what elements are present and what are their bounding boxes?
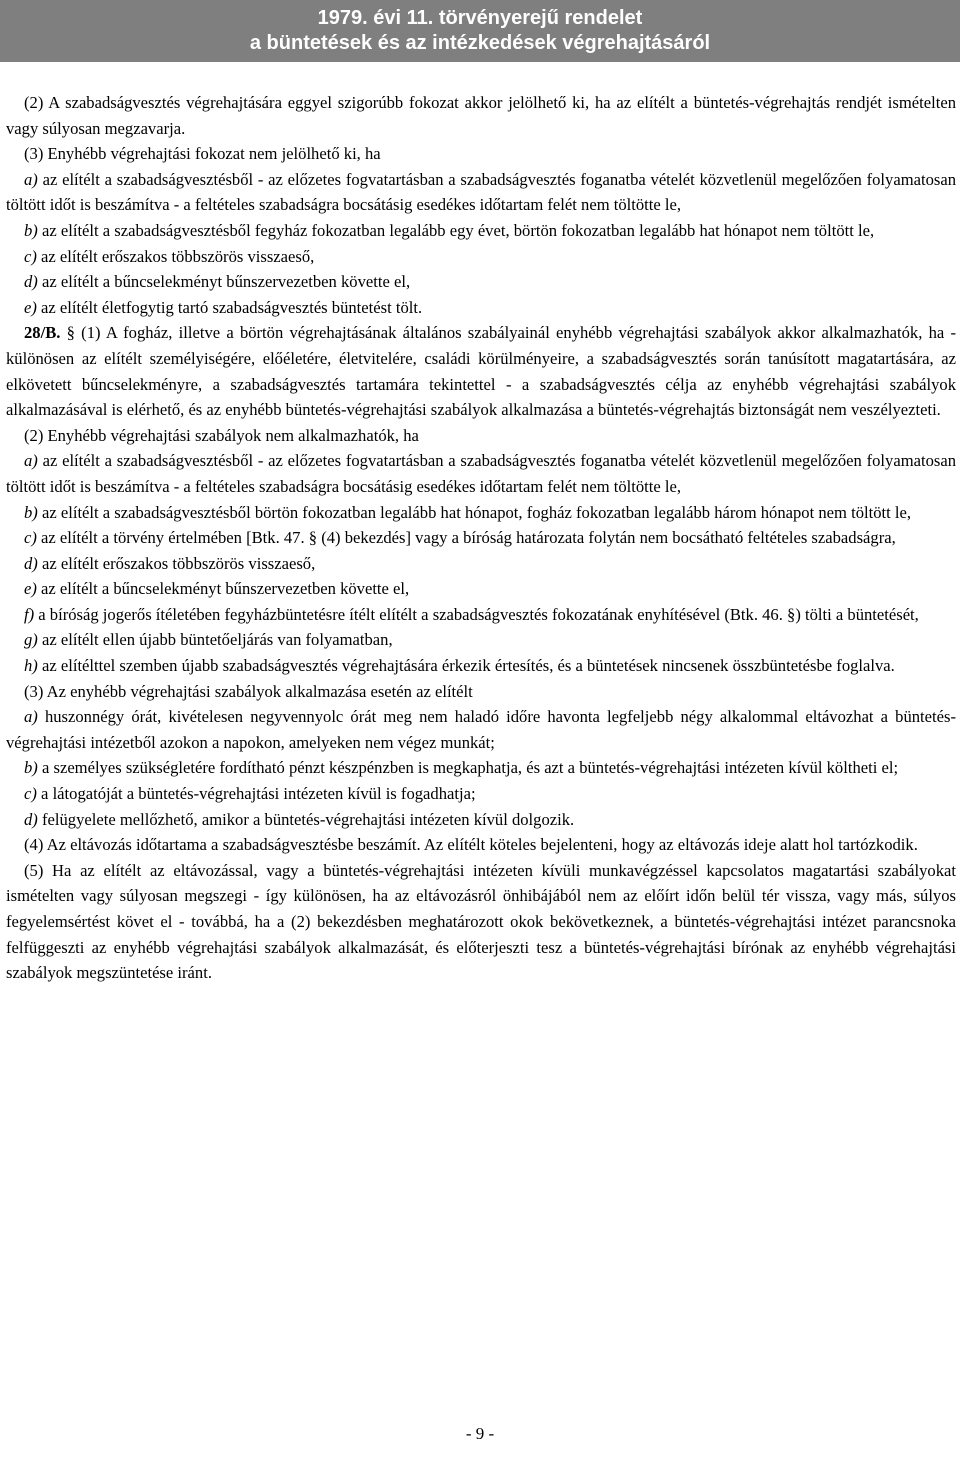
point-label: a)	[24, 169, 38, 189]
paragraph-text: az elítélt a bűncselekményt bűnszervezetben követte el,	[36, 579, 410, 599]
point-label: e)	[24, 579, 37, 599]
document-header	[0, 0, 960, 62]
paragraph-text: huszonnégy órát, kivételesen negyvennyolc órát meg nem haladó időre havonta legfeljebb négy alkalommal eltávozhat a büntetés-végrehajtási intézetből azokon a napokon, amelyeken nem végez munkát;	[6, 707, 956, 752]
paragraph	[6, 627, 956, 653]
paragraph	[6, 244, 956, 270]
point-label: a)	[24, 707, 38, 727]
paragraph	[6, 832, 956, 858]
point-label: a)	[24, 451, 38, 471]
point-label: e)	[24, 297, 37, 317]
page-number: - 9 -	[465, 1424, 495, 1443]
point-label: g)	[24, 630, 38, 650]
point-label: b)	[24, 502, 38, 522]
section-number: 28/B.	[24, 323, 61, 343]
paragraph	[6, 755, 956, 781]
paragraph	[6, 500, 956, 526]
point-label: c)	[24, 246, 37, 266]
paragraph	[6, 525, 956, 551]
point-label: d)	[24, 809, 38, 829]
paragraph	[6, 807, 956, 833]
paragraph-text: az elítélt a szabadságvesztésből - az előzetes fogvatartásban a szabadságvesztés foganatba vételét közvetlenül megelőzően folyamatosan töltött időt is beszámítva - a feltételes szabadságra bocsátásig esedékes időtartam felét nem töltötte le,	[6, 451, 956, 496]
paragraph	[6, 141, 956, 167]
paragraph-text: az elítélt ellen újabb büntetőeljárás van folyamatban,	[37, 630, 393, 650]
paragraph-text: az elítélt a szabadságvesztésből fegyház fokozatban legalább egy évet, börtön fokozatban legalább hat hónapot nem töltött le,	[37, 220, 875, 240]
point-label: c)	[24, 784, 37, 804]
paragraph-text: az elítélt a bűncselekményt bűnszervezetben követte el,	[37, 272, 411, 292]
paragraph-text: felügyelete mellőzhető, amikor a büntetés-végrehajtási intézeten kívül dolgozik.	[37, 809, 575, 829]
paragraph	[6, 320, 956, 422]
paragraph-text: az elítélt a törvény értelmében [Btk. 47. § (4) bekezdés] vagy a bíróság határozata folytán nem bocsátható feltételes szabadságra,	[36, 528, 896, 548]
paragraph	[6, 448, 956, 499]
paragraph-text: (3) Az enyhébb végrehajtási szabályok alkalmazása esetén az elítélt	[24, 681, 473, 701]
point-label: b)	[24, 220, 38, 240]
paragraph-text: az elítélt erőszakos többszörös visszaeső,	[36, 246, 315, 266]
paragraph-text: (2) Enyhébb végrehajtási szabályok nem alkalmazhatók, ha	[24, 425, 419, 445]
paragraph-text: (5) Ha az elítélt az eltávozással, vagy a büntetés-végrehajtási intézeten kívüli munkavégzéssel kapcsolatos magatartási szabályokat ismételten vagy súlyosan megszegi - így különösen, ha az eltávozásról önhibájából nem az előírt időn belül tér vissza, vagy más, súlyos fegyelemsértést követ el - továbbá, ha a (2) bekezdésben meghatározott okok bekövetkeznek, a büntetés-végrehajtási intézet parancsnoka felfüggeszti az enyhébb végrehajtási szabályok alkalmazását, és előterjeszti tesz a büntetés-végrehajtási bírónak az enyhébb végrehajtási szabályok megszüntetése iránt.	[6, 860, 956, 983]
paragraph-text: az elítélt erőszakos többszörös visszaeső,	[37, 553, 316, 573]
paragraph	[6, 704, 956, 755]
paragraph-text: (4) Az eltávozás időtartama a szabadságvesztésbe beszámít. Az elítélt köteles bejelenteni, hogy az eltávozás ideje alatt hol tartózkodik.	[24, 835, 918, 855]
point-label: b)	[24, 758, 38, 778]
paragraph-text: (2) A szabadságvesztés végrehajtására eggyel szigorúbb fokozat akkor jelölhető ki, ha az elítélt a büntetés-végrehajtás rendjét ismételten vagy súlyosan megzavarja.	[6, 93, 956, 138]
paragraph-text: az elítélttel szemben újabb szabadságvesztés végrehajtására érkezik értesítés, és a büntetések nincsenek összbüntetésbe foglalva.	[37, 656, 895, 676]
point-label: d)	[24, 553, 38, 573]
paragraph-text: § (1) A fogház, illetve a börtön végrehajtásának általános szabályainál enyhébb végrehajtási szabályok akkor alkalmazhatók, ha - különösen az elítélt személyiségére, előéletére, életvitelére, családi körülményeire, a szabadságvesztés során tanúsított magatartására, az elkövetett bűncselekményre, a szabadságvesztés tartamára tekintettel - a szabadságvesztés célja az enyhébb végrehajtási szabályok alkalmazásával is elérhető, és az enyhébb büntetés-végrehajtási szabályok alkalmazása a büntetés-végrehajtás biztonságát nem veszélyezteti.	[6, 323, 956, 420]
paragraph	[6, 602, 956, 628]
paragraph	[6, 295, 956, 321]
paragraph-text: a személyes szükségletére fordítható pénzt készpénzben is megkaphatja, és azt a büntetés-végrehajtási intézeten kívül költheti el;	[37, 758, 899, 778]
paragraph	[6, 218, 956, 244]
paragraph-text: a bíróság jogerős ítéletében fegyházbüntetésre ítélt elítélt a szabadságvesztés fokozatának enyhítésével (Btk. 46. §) tölti a büntetését,	[34, 604, 919, 624]
paragraph	[6, 858, 956, 986]
paragraph	[6, 90, 956, 141]
document-body	[6, 90, 956, 986]
paragraph	[6, 679, 956, 705]
paragraph-text: az elítélt a szabadságvesztésből - az előzetes fogvatartásban a szabadságvesztés foganatba vételét közvetlenül megelőzően folyamatosan töltött időt is beszámítva - a feltételes szabadságra bocsátásig esedékes időtartam felét nem töltötte le,	[6, 169, 956, 215]
paragraph-text: az elítélt a szabadságvesztésből börtön fokozatban legalább hat hónapot, fogház fokozatban legalább három hónapot nem töltött le,	[37, 502, 912, 522]
paragraph-text: az elítélt életfogytig tartó szabadságvesztés büntetést tölt.	[36, 297, 423, 317]
paragraph-text: (3) Enyhébb végrehajtási fokozat nem jelölhető ki, ha	[24, 144, 381, 164]
header-title-line1: 1979. évi 11. törvényerejű rendelet	[317, 7, 643, 29]
paragraph	[6, 781, 956, 807]
header-title-line2: a büntetések és az intézkedések végrehajtásáról	[249, 32, 711, 54]
paragraph	[6, 653, 956, 679]
point-label: d)	[24, 272, 38, 292]
point-label: h)	[24, 656, 38, 676]
paragraph	[6, 576, 956, 602]
paragraph	[6, 269, 956, 295]
point-label: c)	[24, 528, 37, 548]
point-label: f)	[24, 604, 35, 624]
paragraph	[6, 167, 956, 218]
paragraph	[6, 551, 956, 577]
paragraph	[6, 423, 956, 449]
paragraph-text: a látogatóját a büntetés-végrehajtási intézeten kívül is fogadhatja;	[36, 784, 476, 804]
